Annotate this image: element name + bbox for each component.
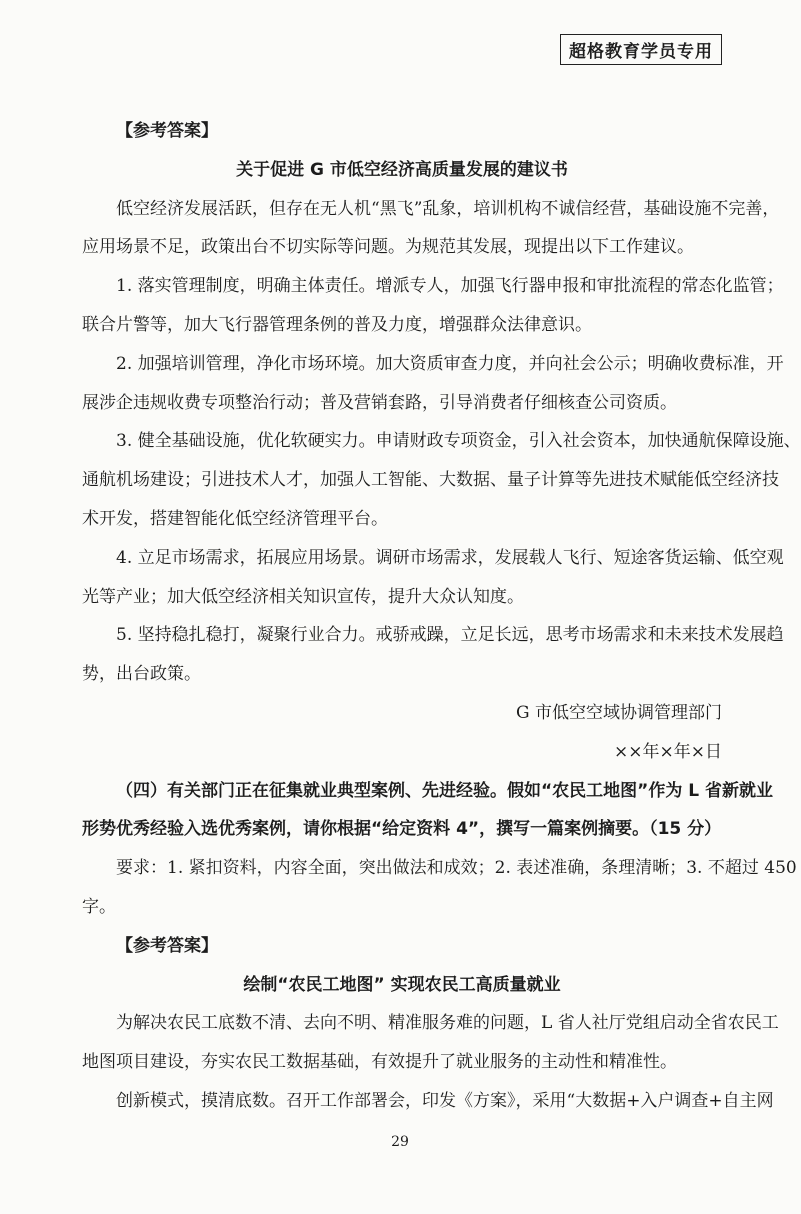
paragraph-line: 1. 落实管理制度，明确主体责任。增派专人，加强飞行器申报和审批流程的常态化监管； [116,276,784,297]
paragraph-line: 低空经济发展活跃，但存在无人机“黑飞”乱象，培训机构不诚信经营，基础设施不完善， [116,198,780,219]
answer-title: 关于促进 G 市低空经济高质量发展的建议书 [236,159,568,180]
paragraph-line: 5. 坚持稳扎稳打，凝聚行业合力。戒骄戒躁，立足长远，思考市场需求和未来技术发展趋 [116,625,784,646]
question-requirements-line: 要求：1. 紧扣资料，内容全面，突出做法和成效；2. 表述准确，条理清晰；3. 不超过 450 [116,858,797,879]
paragraph-line: 3. 健全基础设施，优化软硬实力。申请财政专项资金，引入社会资本，加快通航保障设施、 [116,431,801,452]
student-stamp: 超格教育学员专用 [560,34,722,65]
page-number: 29 [391,1134,409,1150]
paragraph-line: 术开发，搭建智能化低空经济管理平台。 [82,508,388,529]
question-prompt-line: 形势优秀经验入选优秀案例，请你根据“给定资料 4”，撰写一篇案例摘要。（15 分） [82,819,722,840]
signature-date: ××年×年×日 [614,741,722,762]
question-requirements-line: 字。 [82,896,116,917]
paragraph-line: 2. 加强培训管理，净化市场环境。加大资质审查力度，并向社会公示；明确收费标准，开 [116,353,784,374]
paragraph-line: 通航机场建设；引进技术人才，加强人工智能、大数据、量子计算等先进技术赋能低空经济技 [82,470,779,491]
answer-title: 绘制“农民工地图” 实现农民工高质量就业 [243,974,561,995]
paragraph-line: 势，出台政策。 [82,664,201,685]
paragraph-line: 为解决农民工底数不清、去向不明、精准服务难的问题，L 省人社厅党组启动全省农民工 [116,1013,779,1034]
paragraph-line: 联合片警等，加大飞行器管理条例的普及力度，增强群众法律意识。 [82,314,592,335]
question-prompt-line: （四）有关部门正在征集就业典型案例、先进经验。假如“农民工地图”作为 L 省新就业 [116,780,774,801]
paragraph-line: 光等产业；加大低空经济相关知识宣传，提升大众认知度。 [82,586,524,607]
paragraph-line: 应用场景不足，政策出台不切实际等问题。为规范其发展，现提出以下工作建议。 [82,237,694,258]
paragraph-line: 展涉企违规收费专项整治行动；普及营销套路，引导消费者仔细核查公司资质。 [82,392,677,413]
paragraph-line: 4. 立足市场需求，拓展应用场景。调研市场需求，发展载人飞行、短途客货运输、低空观 [116,547,784,568]
answer-label: 【参考答案】 [116,121,218,141]
signature: G 市低空空域协调管理部门 [516,702,722,723]
page-content [82,112,801,1121]
paragraph-line: 创新模式，摸清底数。召开工作部署会，印发《方案》，采用“大数据+入户调查+自主网 [116,1090,774,1111]
paragraph-line: 地图项目建设，夯实农民工数据基础，有效提升了就业服务的主动性和精准性。 [82,1052,677,1073]
answer-label: 【参考答案】 [116,935,218,956]
